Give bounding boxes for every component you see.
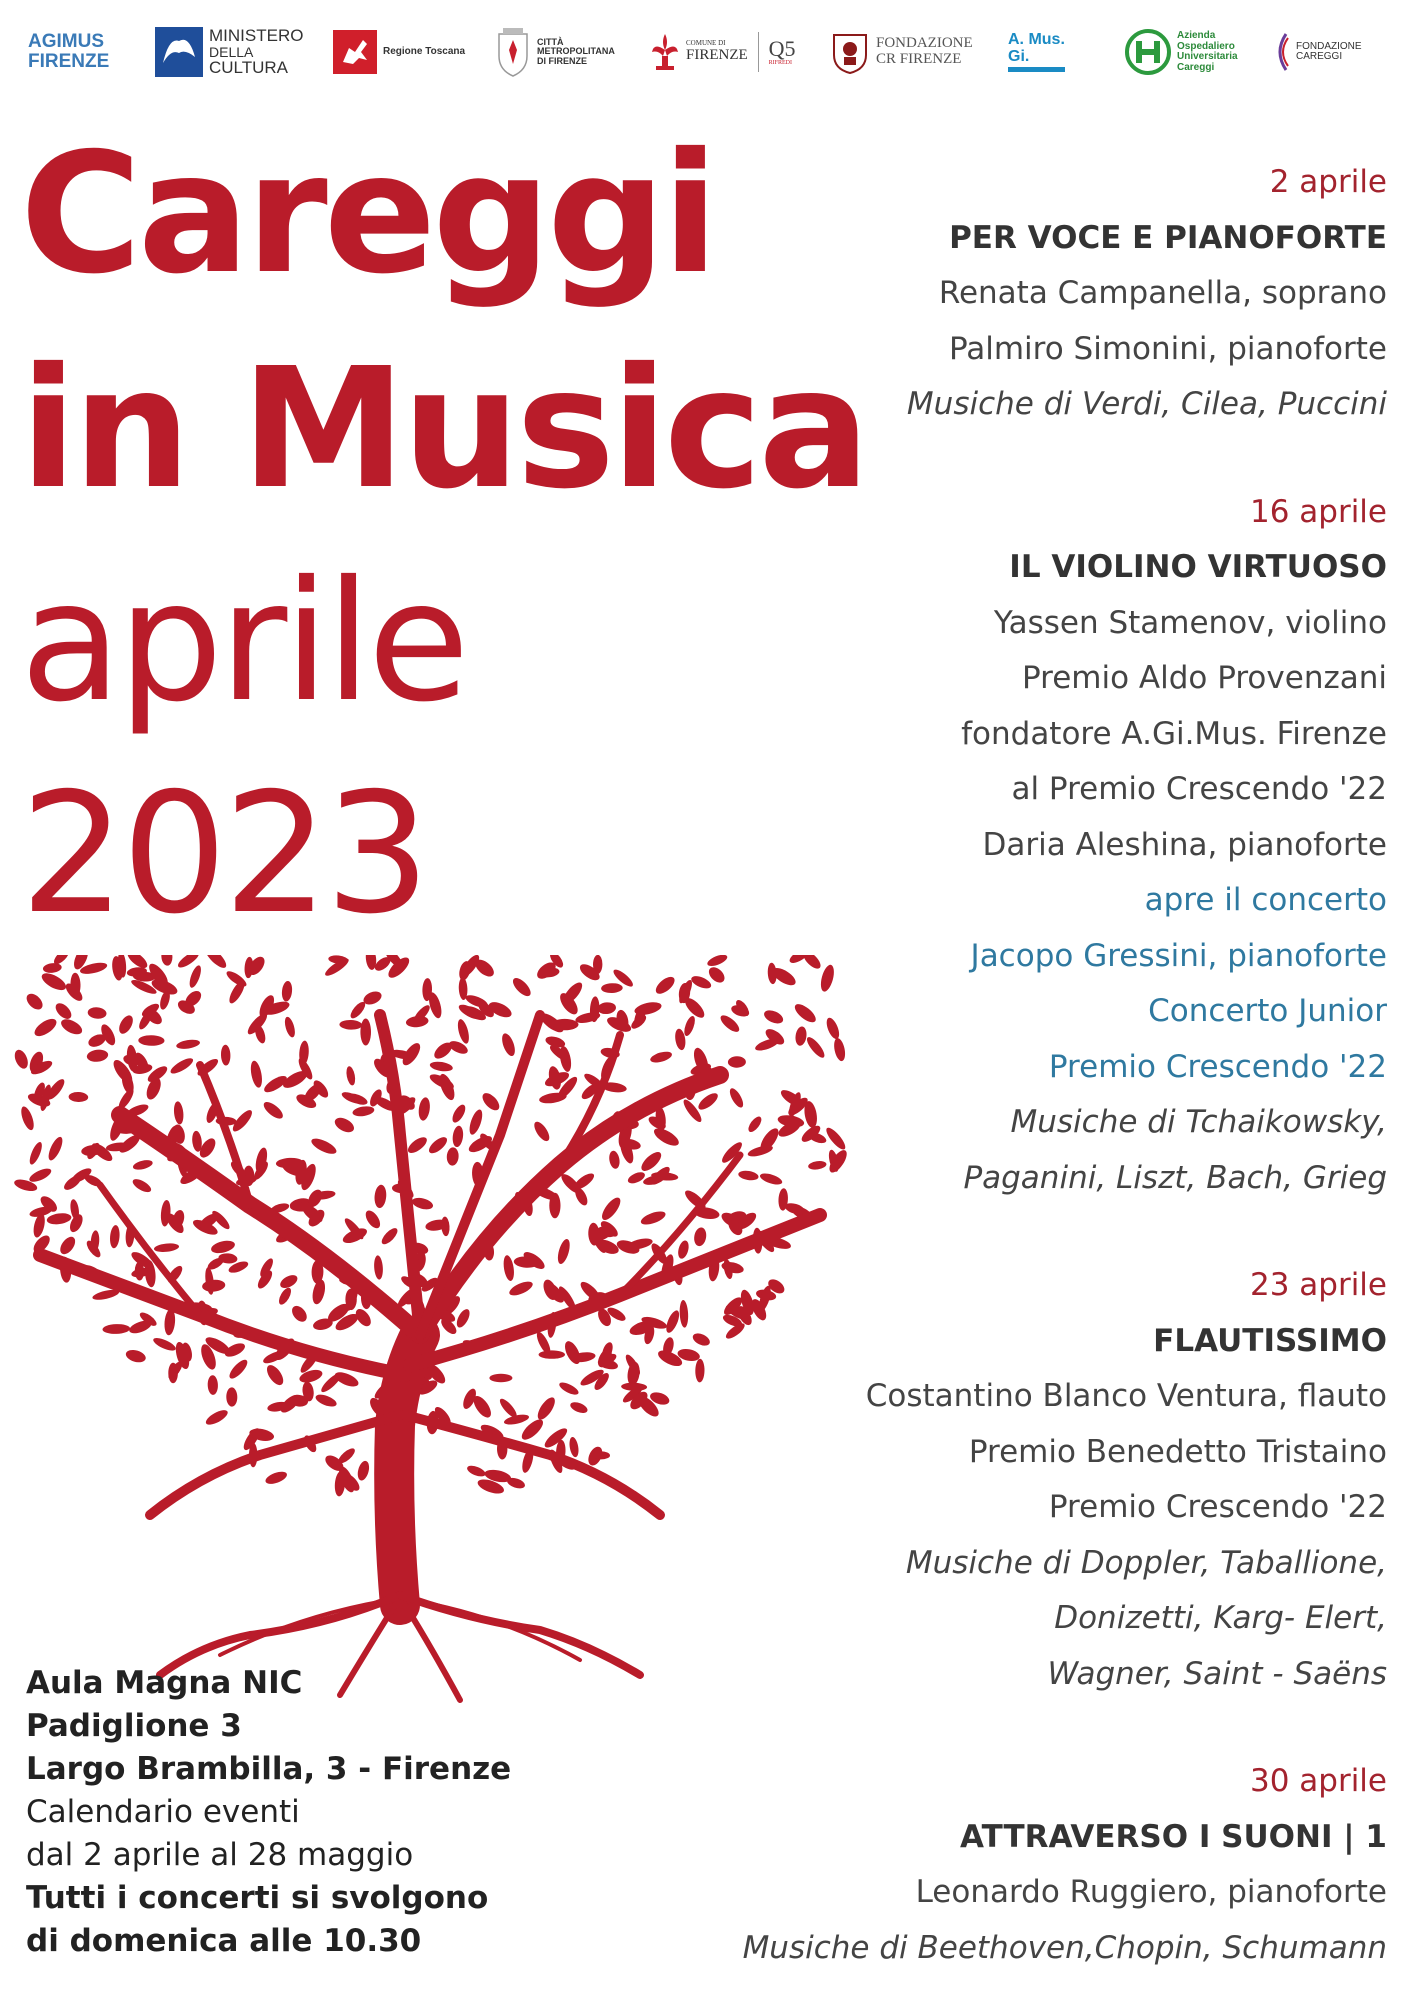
- agimus-logo-text: AGIMUS FIRENZE: [28, 31, 110, 72]
- leaf: [204, 1407, 230, 1427]
- leaf: [352, 1105, 375, 1118]
- leaf: [168, 1055, 195, 1076]
- opening-act-line: apre il concerto: [1144, 882, 1387, 918]
- performer-line: fondatore A.Gi.Mus. Firenze: [961, 715, 1387, 752]
- leaf: [562, 1339, 583, 1366]
- performer-line: Premio Benedetto Tristaino: [968, 1433, 1387, 1470]
- leaf: [32, 1016, 59, 1040]
- leaf: [154, 1242, 180, 1253]
- concert-title: IL VIOLINO VIRTUOSO: [1009, 549, 1387, 585]
- leaf: [42, 962, 62, 974]
- ministero-line2: DELLA: [209, 43, 254, 60]
- leaf: [336, 1446, 357, 1466]
- aou-line4: Careggi: [1177, 61, 1215, 73]
- fondazione-careggi-swoosh-icon: [1272, 32, 1290, 72]
- leaf: [379, 1226, 400, 1247]
- leaf: [417, 1097, 431, 1122]
- leaf: [46, 1212, 72, 1226]
- leaf: [405, 1134, 429, 1156]
- agimus-logo: [28, 22, 123, 82]
- venue-calendar-label: Calendario eventi: [26, 1794, 300, 1830]
- aou-careggi-emblem-icon: [1125, 29, 1171, 75]
- ministero-emblem-icon: [155, 27, 203, 77]
- concert-3: [627, 1258, 1387, 1702]
- leaf: [131, 1177, 153, 1195]
- citta-line1: CITTÀ: [537, 36, 564, 47]
- performer-line: al Premio Crescendo '22: [1011, 771, 1387, 807]
- leaf: [277, 1286, 294, 1307]
- leaf: [556, 1238, 573, 1266]
- venue-address: Largo Brambilla, 3 - Firenze: [26, 1751, 512, 1787]
- aou-line1: Azienda: [1177, 30, 1216, 41]
- fondazione-cr-line2: CR FIRENZE: [876, 51, 962, 67]
- leaf: [452, 1125, 465, 1147]
- performer-line: Leonardo Ruggiero, pianoforte: [915, 1874, 1387, 1910]
- repertoire-line: Donizetti, Karg- Elert,: [1054, 1600, 1387, 1636]
- leaf: [507, 1279, 534, 1299]
- concert-title: FLAUTISSIMO: [1153, 1322, 1387, 1359]
- comune-text: FIRENZE: [686, 46, 748, 63]
- leaf: [535, 1395, 559, 1423]
- leaf: [221, 1045, 231, 1066]
- leaf: [254, 1147, 270, 1175]
- aou-careggi-logo: [1125, 22, 1238, 82]
- leaf: [46, 1135, 65, 1162]
- fondazione-cr-logo: [830, 22, 973, 82]
- repertoire-line: Musiche di Beethoven,Chopin, Schumann: [742, 1929, 1387, 1966]
- leaf: [310, 1278, 327, 1305]
- fleur-de-lis-icon: [650, 32, 680, 72]
- leaf: [173, 1101, 185, 1125]
- leaf: [283, 1016, 297, 1039]
- leaf: [87, 1007, 107, 1020]
- venue-schedule-line1: Tutti i concerti si svolgono: [26, 1880, 489, 1916]
- opening-act-line: Premio Crescendo '22: [1048, 1048, 1387, 1085]
- leaf: [264, 1362, 287, 1387]
- venue-info: [26, 1662, 511, 1963]
- leaf: [373, 1255, 383, 1280]
- opening-act-line: Jacopo Gressini, pianoforte: [970, 937, 1387, 974]
- leaf: [345, 1066, 357, 1087]
- citta-line3: DI FIRENZE: [537, 55, 588, 66]
- agimus-mus-line2: Gi.: [1008, 47, 1030, 65]
- leaf: [28, 1166, 54, 1185]
- comune-small: COMUNE DI: [686, 39, 726, 48]
- concert-title: PER VOCE E PIANOFORTE: [949, 219, 1387, 256]
- leaf: [249, 1060, 264, 1089]
- leaf: [27, 1141, 44, 1166]
- sponsor-logos-bar: [0, 0, 1409, 110]
- citta-metropolitana-logo: [495, 22, 615, 82]
- opening-act-line: Concerto Junior: [1148, 993, 1387, 1029]
- leaf: [24, 991, 46, 1013]
- leaf: [102, 1324, 130, 1335]
- leaf: [542, 1425, 570, 1450]
- leaf: [454, 1307, 472, 1329]
- repertoire-line: Wagner, Saint - Saëns: [1047, 1655, 1387, 1692]
- regione-toscana-text: Regione Toscana: [383, 45, 466, 57]
- aou-line3: Universitaria: [1177, 51, 1238, 62]
- leaf: [226, 1387, 237, 1406]
- leaf: [411, 1196, 435, 1212]
- title-line-in-musica: in Musica: [20, 333, 867, 526]
- venue-calendar-range: dal 2 aprile al 28 maggio: [26, 1837, 414, 1873]
- repertoire-line: Musiche di Verdi, Cilea, Puccini: [906, 386, 1387, 422]
- concert-date: 2 aprile: [1269, 164, 1387, 200]
- comune-firenze-logo: [650, 22, 796, 82]
- concert-1: [627, 155, 1387, 433]
- leaf: [264, 1469, 289, 1486]
- leaf: [332, 1115, 356, 1135]
- leaf: [363, 1208, 383, 1231]
- performer-line: Costantino Blanco Ventura, flauto: [865, 1378, 1387, 1414]
- concert-date: 16 aprile: [1249, 493, 1387, 530]
- concert-title: ATTRAVERSO I SUONI | 1: [960, 1818, 1387, 1855]
- leaf: [456, 1018, 471, 1045]
- leaf: [360, 1019, 371, 1046]
- leaf: [289, 1303, 310, 1324]
- fondazione-careggi-logo: [1272, 22, 1406, 82]
- regione-toscana-logo: [333, 22, 465, 82]
- leaf: [608, 1150, 621, 1170]
- concert-2: [627, 485, 1387, 1207]
- leaf: [429, 1060, 453, 1073]
- leaf: [568, 1436, 580, 1458]
- city-crest-icon: [495, 26, 531, 78]
- leaf: [426, 1134, 449, 1156]
- leaf: [57, 1234, 78, 1257]
- leaf: [19, 1105, 37, 1132]
- leaf: [502, 1255, 516, 1282]
- agimus-mus-logo: [1008, 22, 1065, 82]
- performer-line: Premio Aldo Provenzani: [1021, 660, 1387, 696]
- leaf: [281, 981, 293, 1003]
- venue-pavilion: Padiglione 3: [26, 1708, 242, 1744]
- leaf: [441, 1216, 451, 1236]
- performer-line: Premio Crescendo '22: [1048, 1489, 1387, 1525]
- leaf: [531, 1119, 552, 1143]
- leaf: [116, 1013, 135, 1036]
- performer-line: Palmiro Simonini, pianoforte: [948, 330, 1387, 367]
- leaf: [480, 1090, 503, 1113]
- leaf: [68, 1092, 88, 1103]
- leaf: [539, 1350, 565, 1358]
- venue-schedule-line2: di domenica alle 10.30: [26, 1923, 422, 1959]
- leaf: [356, 1460, 371, 1482]
- concert-date: 30 aprile: [1249, 1763, 1387, 1799]
- leaf: [12, 1048, 30, 1071]
- venue-hall: Aula Magna NIC: [26, 1665, 303, 1701]
- performer-line: Daria Aleshina, pianoforte: [982, 826, 1387, 863]
- leaf: [152, 1336, 178, 1354]
- title-line-year: 2023: [20, 758, 427, 951]
- performer-line: Renata Campanella, soprano: [938, 275, 1387, 311]
- leaf: [599, 1195, 624, 1223]
- leaf: [572, 1171, 596, 1192]
- leaf: [124, 1348, 147, 1365]
- leaf: [202, 1279, 226, 1293]
- citta-line2: METROPOLITANA: [537, 46, 615, 57]
- leaf: [374, 1184, 388, 1208]
- concert-program: [627, 155, 1387, 1976]
- leaf: [59, 1016, 85, 1037]
- concert-date: 23 aprile: [1249, 1267, 1387, 1303]
- leaf: [39, 970, 68, 994]
- leaf: [467, 1108, 485, 1136]
- leaf: [210, 1239, 236, 1256]
- leaf: [144, 1076, 164, 1102]
- leaf: [227, 1357, 250, 1381]
- leaf: [161, 955, 173, 966]
- leaf: [547, 1065, 563, 1091]
- fondazione-cr-line1: FONDAZIONE: [876, 35, 973, 52]
- title-line-aprile: aprile: [20, 546, 466, 739]
- pegasus-icon: [333, 30, 377, 74]
- repertoire-line: Musiche di Doppler, Taballione,: [905, 1544, 1387, 1581]
- leaf: [487, 999, 514, 1020]
- ministero-line1: MINISTERO: [209, 25, 304, 45]
- leaf: [500, 1032, 518, 1058]
- leaf: [309, 1136, 338, 1157]
- repertoire-line: Musiche di Tchaikowsky,: [1010, 1104, 1387, 1140]
- leaf: [339, 1020, 362, 1030]
- concert-4: [627, 1754, 1387, 1976]
- title-line-careggi: Careggi: [20, 118, 715, 311]
- leaf: [446, 1147, 459, 1166]
- leaf: [187, 964, 203, 989]
- q5-label: Q5: [768, 36, 796, 62]
- repertoire-line: Paganini, Liszt, Bach, Grieg: [963, 1159, 1387, 1196]
- leaf: [132, 1158, 154, 1171]
- leaf: [138, 1035, 164, 1046]
- ministero-line3: CULTURA: [209, 58, 289, 78]
- leaf: [466, 1464, 487, 1479]
- leaf: [261, 1099, 285, 1122]
- leaf: [168, 1363, 178, 1383]
- agimus-mus-line1: A. Mus.: [1008, 30, 1065, 48]
- fondazione-cr-emblem-icon: [830, 29, 870, 75]
- leaf: [601, 983, 623, 994]
- leaf: [202, 955, 229, 971]
- q5-sub: RIFREDI: [768, 60, 793, 67]
- leaf: [450, 1103, 468, 1125]
- leaf: [597, 1001, 617, 1014]
- leaf: [569, 1400, 589, 1415]
- leaf: [86, 1048, 109, 1063]
- leaf: [314, 1392, 338, 1409]
- ministero-cultura-logo: [155, 22, 303, 82]
- leaf: [489, 1374, 512, 1382]
- leaf: [53, 1000, 74, 1021]
- performer-line: Yassen Stamenov, violino: [993, 604, 1387, 641]
- fondazione-careggi-text: FONDAZIONE CAREGGI: [1296, 40, 1362, 62]
- leaf: [207, 1375, 218, 1395]
- aou-line2: Ospedaliero: [1177, 40, 1235, 52]
- leaf: [510, 975, 534, 999]
- leaf: [176, 1038, 201, 1050]
- leaf: [333, 1369, 361, 1389]
- leaf: [558, 1380, 581, 1397]
- leaf: [109, 1225, 120, 1249]
